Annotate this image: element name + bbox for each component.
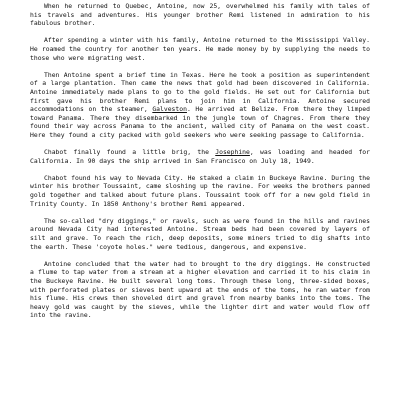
paragraph xyxy=(30,217,370,251)
paragraph xyxy=(30,36,370,62)
text-segment: . He arrived at Belize. From there they limped toward Panama. There they disembarked in the jungle town of Chagres. From there they found their way across Panama to the ancient, walled city of Panama on the west coast. Here they found a city packed with gold seekers who were seeking passage to California. xyxy=(30,105,370,139)
text-segment: , was loading and headed for California. In 90 days the ship arrived in San Francisco on July 18, 1949. xyxy=(30,148,371,165)
text-segment: The so-called "dry diggings," or ravels, such as were found in the hills and ravines around Nevada City had interested Antoine. Stream beds had been covered by layers of silt and grave. To reach the rich, deep deposits, some miners tried to dig shafts into the earth. These 'coyote holes." were tedious, dangerous, and expensive. xyxy=(30,216,370,251)
paragraph xyxy=(30,71,370,140)
text-segment: After spending a winter with his family, Antoine returned to the Mississippi Valley. He roamed the country for another ten years. He made money by by supplying the needs to those who were migrating west. xyxy=(30,36,370,62)
paragraph xyxy=(30,174,370,208)
underlined-ship-name: Galveston xyxy=(152,105,187,114)
text-segment: Then Antoine spent a brief time in Texas. Here he took a position as superintendent of a large plantation. Then came the news that gold had been discovered in California. Antoine immediately made plans to go to the gold fields. He set out for California but first gave his brother Remi plans to join him in California. Antoine secured accommodations on the steamer, xyxy=(30,70,370,114)
text-segment: Antoine concluded that the water had to brought to the dry diggings. He constructed a flume to tap water from a stream at a higher elevation and carried it to his claim in the Buckeye Ravine. He built several long toms. Through these long, three-sided boxes, with perforated plates or sieves bent upward at the ends of the toms, he ran water from his flume. His crews then shoveled dirt and gravel from nearby banks into the toms. The heavy gold was caught by the sieves, while the lighter dirt and water would flow off into the ravine. xyxy=(30,259,370,320)
text-segment: Chabot found his way to Nevada City. He staked a claim in Buckeye Ravine. During the winter his brother Toussaint, came sloshing up the ravine. For weeks the brothers panned gold together and talked about future plans. Toussaint took off for a new gold field in Trinity County. In 1850 Anthony's brother Remi appeared. xyxy=(30,173,370,208)
underlined-ship-name: Josephine xyxy=(215,148,250,157)
text-segment: Chabot finally found a little brig, the xyxy=(44,148,216,157)
paragraph xyxy=(30,260,370,320)
paragraph xyxy=(30,2,370,28)
paragraph xyxy=(30,148,370,165)
document-body xyxy=(30,2,370,329)
text-segment: When he returned to Quebec, Antoine, now 25, overwhelmed his family with tales of his travels and adventures. His younger brother Remi listened in admiration to his fabulous brother. xyxy=(30,2,370,28)
